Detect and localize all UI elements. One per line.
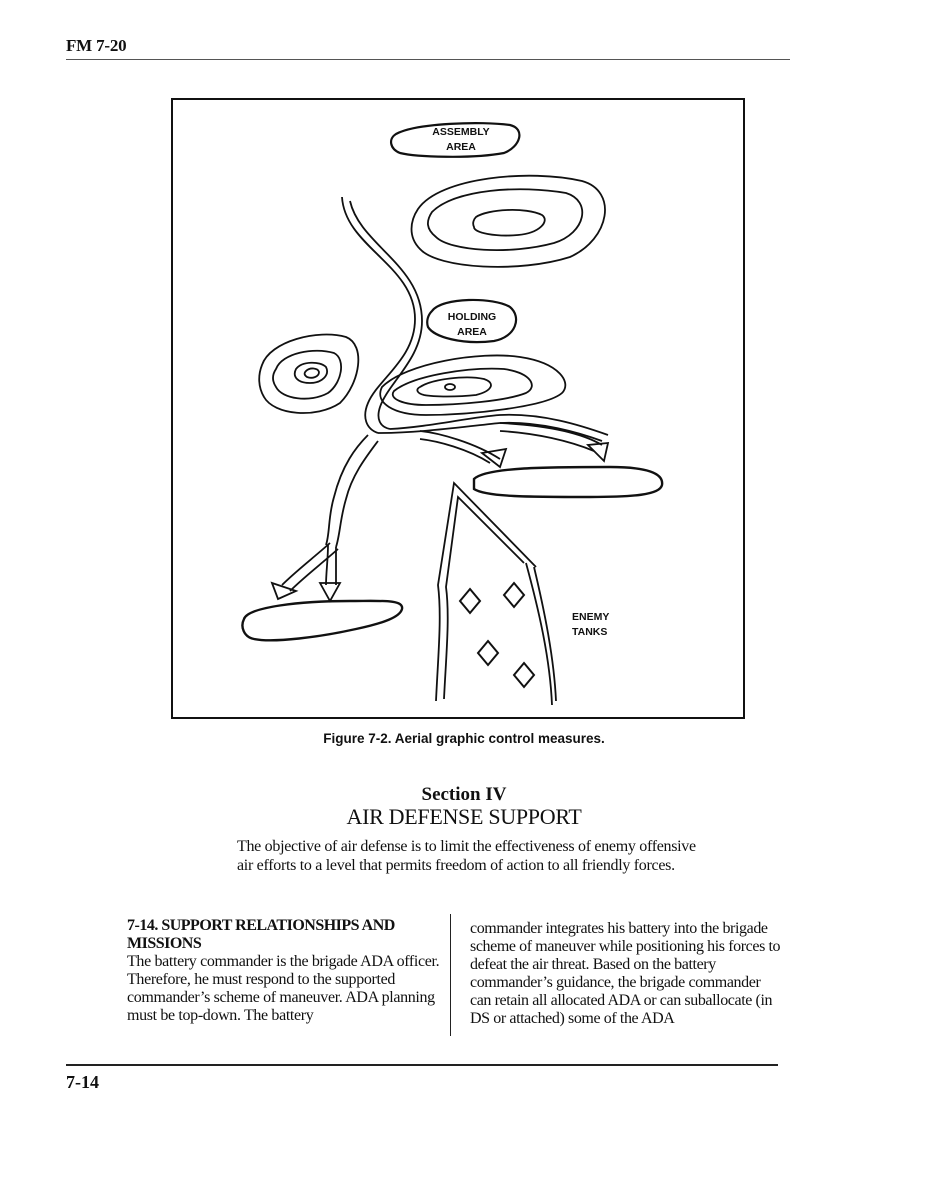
holding-area-label-1: HOLDING	[447, 311, 497, 323]
right-column-text: commander integrates his battery into the brigade scheme of maneuver while positioning his forces to defeat the air threat. Based on the battery commander’s guidance, the brigade commander can retain all allocated ADA or can suballocate (in DS or attached) some of the ADA	[470, 920, 781, 1027]
enemy-tank-icon	[514, 663, 534, 687]
enemy-tank-markers	[460, 583, 534, 687]
figure-border	[172, 99, 744, 718]
footer-rule	[66, 1064, 778, 1066]
assembly-area-label-1: ASSEMBLY	[432, 126, 490, 138]
section-number: Section IV	[421, 784, 507, 805]
running-head: FM 7-20	[66, 36, 127, 55]
column-divider	[450, 914, 451, 1036]
battle-position-right	[474, 467, 662, 497]
header-rule	[66, 59, 790, 60]
left-column-text: The battery commander is the brigade ADA officer. Therefore, he must respond to the supported commander’s scheme of maneuver. ADA planning must be top-down. The battery	[127, 953, 440, 1024]
axis-of-advance-corridor	[326, 197, 608, 547]
enemy-tanks-label-1: ENEMY	[572, 611, 610, 623]
figure-caption: Figure 7-2. Aerial graphic control measures.	[323, 731, 605, 746]
route-arrow-right-a	[420, 431, 506, 467]
section-intro-paragraph: The objective of air defense is to limit the effectiveness of enemy offensive air efforts to a level that permits freedom of action to all friendly forces.	[237, 838, 696, 874]
terrain-contour-hill-top	[412, 176, 605, 267]
left-column	[127, 917, 440, 1025]
figure-aerial-control-measures	[170, 97, 748, 722]
paragraph-heading: 7-14. SUPPORT RELATIONSHIPS AND MISSIONS	[127, 917, 395, 952]
terrain-contour-hill-left	[259, 335, 358, 413]
figure-drawing	[170, 97, 748, 722]
enemy-tank-icon	[460, 589, 480, 613]
assembly-area-label-2: AREA	[446, 141, 476, 153]
route-arrow-left-b	[320, 545, 340, 601]
page-number: 7-14	[66, 1072, 99, 1092]
enemy-tanks-label-2: TANKS	[572, 626, 608, 638]
holding-area-label-2: AREA	[457, 326, 487, 338]
enemy-tank-icon	[504, 583, 524, 607]
enemy-tank-icon	[478, 641, 498, 665]
section-title: AIR DEFENSE SUPPORT	[346, 804, 582, 829]
battle-position-left	[242, 601, 402, 640]
enemy-axis-boundary	[436, 483, 556, 705]
